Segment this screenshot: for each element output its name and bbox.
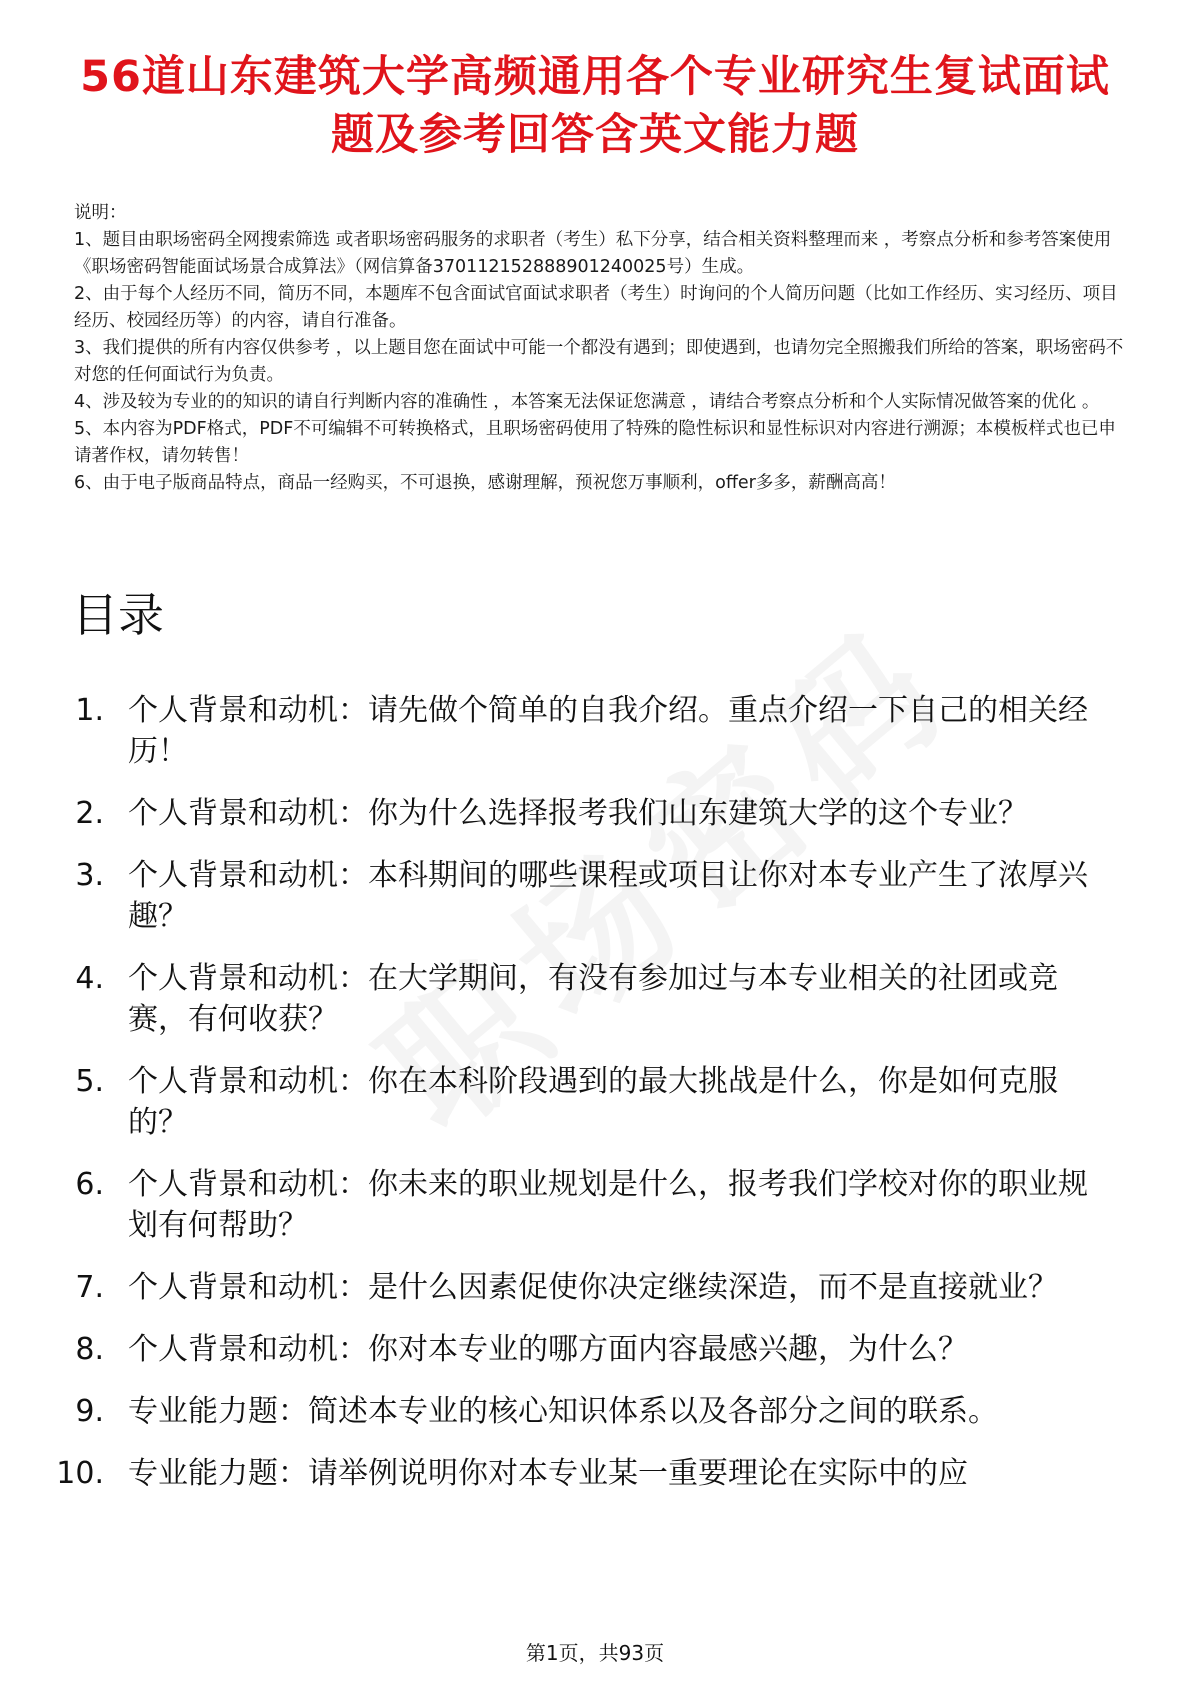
toc-item-text: 专业能力题：请举例说明你对本专业某一重要理论在实际中的应 bbox=[128, 1456, 968, 1491]
toc-item-number: 4. bbox=[75, 961, 104, 996]
toc-item[interactable] bbox=[0, 1391, 1190, 1432]
toc-item[interactable] bbox=[0, 793, 1190, 834]
toc-item[interactable] bbox=[0, 958, 1190, 1040]
note-item: 3、我们提供的所有内容仅供参考 ，以上题目您在面试中可能一个都没有遇到；即使遇到，也请勿完全照搬我们所给的答案，职场密码不对您的任何面试行为负责。 bbox=[74, 338, 1124, 385]
note-item: 2、由于每个人经历不同，简历不同，本题库不包含面试官面试求职者（考生）时询问的个人简历问题（比如工作经历、实习经历、项目经历、校园经历等）的内容，请自行准备。 bbox=[74, 284, 1118, 331]
toc-item-text: 专业能力题：简述本专业的核心知识体系以及各部分之间的联系。 bbox=[128, 1394, 998, 1429]
toc-item-text: 个人背景和动机：你对本专业的哪方面内容最感兴趣，为什么？ bbox=[128, 1332, 968, 1367]
toc-item-number: 1. bbox=[75, 693, 104, 728]
toc-item-number: 6. bbox=[75, 1167, 104, 1202]
toc-item-number: 9. bbox=[75, 1394, 104, 1429]
toc-heading: 目录 bbox=[72, 588, 164, 642]
toc-item-text: 个人背景和动机：你未来的职业规划是什么，报考我们学校对你的职业规划有何帮助？ bbox=[128, 1167, 1088, 1243]
toc-item-text: 个人背景和动机：本科期间的哪些课程或项目让你对本专业产生了浓厚兴趣？ bbox=[128, 858, 1088, 934]
toc-item-text: 个人背景和动机：在大学期间，有没有参加过与本专业相关的社团或竞赛，有何收获？ bbox=[128, 961, 1058, 1037]
toc-item[interactable] bbox=[0, 1061, 1190, 1143]
toc-item-text: 个人背景和动机：你在本科阶段遇到的最大挑战是什么，你是如何克服的？ bbox=[128, 1064, 1058, 1140]
notes-heading: 说明： bbox=[74, 203, 127, 223]
toc-item-number: 8. bbox=[75, 1332, 104, 1367]
toc-item-text: 个人背景和动机：你为什么选择报考我们山东建筑大学的这个专业？ bbox=[128, 796, 1028, 831]
note-item: 6、由于电子版商品特点，商品一经购买，不可退换，感谢理解，预祝您万事顺利，offer多多，薪酬高高！ bbox=[74, 473, 896, 493]
toc-item[interactable] bbox=[0, 1164, 1190, 1246]
table-of-contents bbox=[0, 690, 1190, 1515]
document-title: 56道山东建筑大学高频通用各个专业研究生复试面试题及参考回答含英文能力题 bbox=[80, 52, 1110, 160]
note-item: 4、涉及较为专业的的知识的请自行判断内容的准确性 ，本答案无法保证您满意 ，请结合考察点分析和个人实际情况做答案的优化 。 bbox=[74, 392, 1100, 412]
toc-item-number: 5. bbox=[75, 1064, 104, 1099]
toc-item[interactable] bbox=[0, 1329, 1190, 1370]
toc-item-number: 2. bbox=[75, 796, 104, 831]
toc-item-text: 个人背景和动机：是什么因素促使你决定继续深造，而不是直接就业？ bbox=[128, 1270, 1058, 1305]
toc-item-number: 7. bbox=[75, 1270, 104, 1305]
note-item: 1、题目由职场密码全网搜索筛选 或者职场密码服务的求职者（考生）私下分享，结合相关资料整理而来 ，考察点分析和参考答案使用《职场密码智能面试场景合成算法》（网信算备370112152888901240025号）生成。 bbox=[74, 230, 1112, 277]
toc-item[interactable] bbox=[0, 855, 1190, 937]
toc-item-number: 3. bbox=[75, 858, 104, 893]
toc-item[interactable] bbox=[0, 690, 1190, 772]
toc-item-number: 10. bbox=[56, 1456, 104, 1491]
toc-item[interactable] bbox=[0, 1267, 1190, 1308]
note-item: 5、本内容为PDF格式，PDF不可编辑不可转换格式，且职场密码使用了特殊的隐性标识和显性标识对内容进行溯源；本模板样式也已申请著作权，请勿转售！ bbox=[74, 419, 1116, 466]
toc-item-text: 个人背景和动机：请先做个简单的自我介绍。重点介绍一下自己的相关经历！ bbox=[128, 693, 1088, 769]
page-footer: 第1页，共93页 bbox=[525, 1641, 665, 1665]
notes-section bbox=[74, 200, 1124, 497]
toc-item[interactable] bbox=[0, 1453, 1190, 1494]
